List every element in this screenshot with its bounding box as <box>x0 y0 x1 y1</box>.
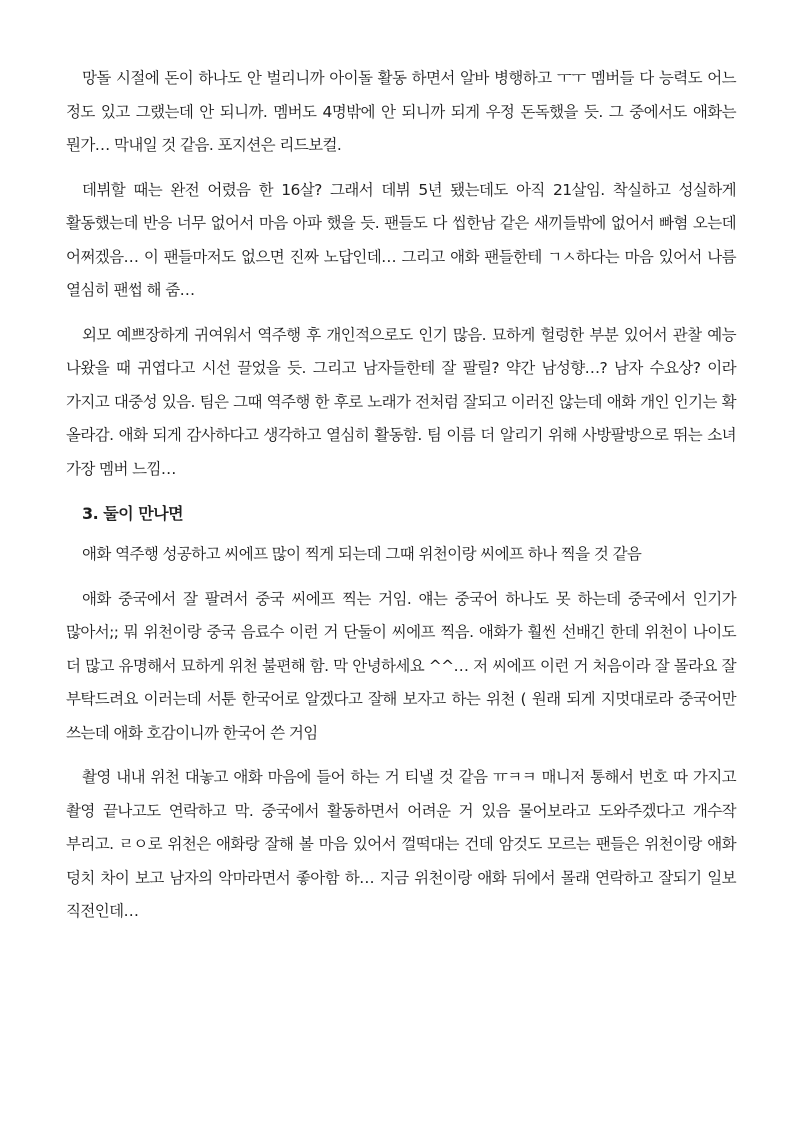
paragraph-idol-days: 망돌 시절에 돈이 하나도 안 벌리니까 아이돌 활동 하면서 알바 병행하고 ㅜㅜ 멤버들 다 능력도 어느 정도 있고 그랬는데 안 되니까. 멤버도 4명밖에 안 되니까 되게 우정 돈독했을 듯. 그 중에서도 애화는 뭔가… 막내일 것 같음. 포지션은 리드보컬. <box>66 69 736 154</box>
paragraph-china-cf: 애화 중국에서 잘 팔려서 중국 씨에프 찍는 거임. 얘는 중국어 하나도 못 하는데 중국에서 인기가 많아서;; 뭐 위천이랑 중국 음료수 이런 거 단둘이 씨에프 찍음. 애화가 훨씬 선배긴 한데 위천이 나이도 더 많고 유명해서 묘하게 위천 불편해 함. 막 안녕하세요 ^^… 저 씨에프 이런 거 처음이라 잘 몰라요 잘 부탁드려요 이러는데 서툰 한국어로 알겠다고 잘해 보자고 하는 위천 ( 원래 되게 지멋대로라 중국어만 쓰는데 애화 호감이니까 한국어 쓴 거임 <box>66 589 736 742</box>
document-page <box>66 62 736 940</box>
paragraph-cf-intro: 애화 역주행 성공하고 씨에프 많이 찍게 되는데 그때 위천이랑 씨에프 하나 찍을 것 같음 <box>82 545 642 563</box>
paragraph-debut: 데뷔할 때는 완전 어렸음 한 16살? 그래서 데뷔 5년 됐는데도 아직 21살임. 착실하고 성실하게 활동했는데 반응 너무 없어서 마음 아파 했을 듯. 팬들도 다 씹한남 같은 새끼들밖에 없어서 빠혐 오는데 어쩌겠음… 이 팬들마저도 없으면 진짜 노답인데… 그리고 애화 팬들한테 ㄱㅅ하다는 마음 있어서 나름 열심히 팬썹 해 줌… <box>66 180 736 299</box>
paragraph-popularity: 외모 예쁘장하게 귀여워서 역주행 후 개인적으로도 인기 많음. 묘하게 헐렁한 부분 있어서 관찰 예능 나왔을 때 귀엽다고 시선 끌었을 듯. 그리고 남자들한테 잘 팔릴? 약간 남성향…? 남자 수요상? 이라 가지고 대중성 있음. 팀은 그때 역주행 한 후로 노래가 전처럼 잘되고 이러진 않는데 애화 개인 인기는 확 올라감. 애화 되게 감사하다고 생각하고 열심히 활동함. 팀 이름 더 알리기 위해 사방팔방으로 뛰는 소녀 가장 멤버 느낌… <box>66 325 736 478</box>
section-heading: 3. 둘이 만나면 <box>82 504 184 523</box>
paragraph-filming: 촬영 내내 위천 대놓고 애화 마음에 들어 하는 거 티낼 것 같음 ㅠㅋㅋ 매니저 통해서 번호 따 가지고 촬영 끝나고도 연락하고 막. 중국에서 활동하면서 어려운 거 있음 물어보라고 도와주겠다고 개수작 부리고. ㄹㅇ로 위천은 애화랑 잘해 볼 마음 있어서 껄떡대는 건데 암것도 모르는 팬들은 위천이랑 애화 덩치 차이 보고 남자의 악마라면서 좋아함 하… 지금 위천이랑 애화 뒤에서 몰래 연락하고 잘되기 일보 직전인데… <box>66 768 736 920</box>
